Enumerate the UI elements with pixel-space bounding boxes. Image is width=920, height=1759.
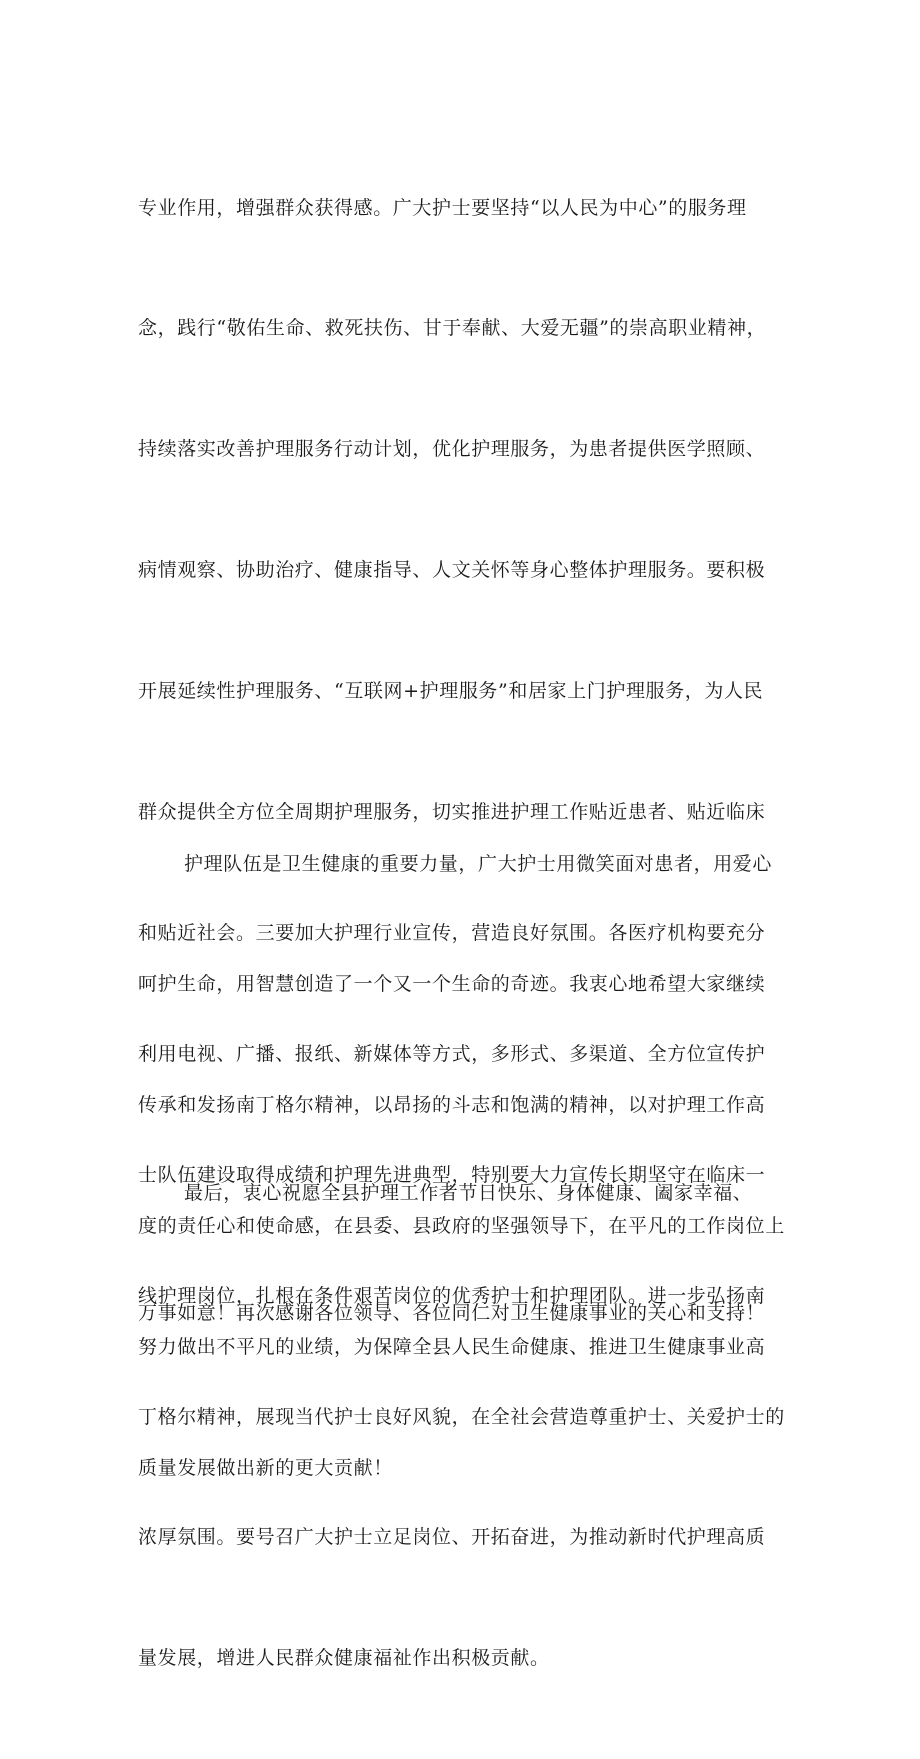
text-line: 念，践行“敬佑生命、救死扶伤、甘于奉献、大爱无疆”的崇高职业精神， [138, 317, 767, 340]
text-line: 护理队伍是卫生健康的重要力量，广大护士用微笑面对患者，用爱心 [184, 852, 773, 875]
text-line: 线护理岗位，扎根在条件艰苦岗位的优秀护士和护理团队。进一步弘扬南 [138, 1284, 766, 1307]
text-line: 度的责任心和使命感，在县委、县政府的坚强领导下，在平凡的工作岗位上 [138, 1215, 785, 1238]
text-line: 传承和发扬南丁格尔精神，以昂扬的斗志和饱满的精神，以对护理工作高 [138, 1094, 766, 1117]
text-line: 质量发展做出新的更大贡献！ [138, 1457, 393, 1480]
paragraph-3 [138, 1092, 788, 1414]
text-line: 利用电视、广播、报纸、新媒体等方式，多形式、多渠道、全方位宣传护 [138, 1042, 766, 1065]
text-line: 持续落实改善护理服务行动计划，优化护理服务，为患者提供医学照顾、 [138, 438, 766, 461]
text-line: 最后，衷心祝愿全县护理工作者节日快乐、身体健康、阖家幸福、 [184, 1181, 753, 1204]
text-line: 浓厚氛围。要号召广大护士立足岗位、开拓奋进，为推动新时代护理高质 [138, 1526, 766, 1549]
text-line: 群众提供全方位全周期护理服务，切实推进护理工作贴近患者、贴近临床 [138, 801, 766, 824]
text-line: 量发展，增进人民群众健康福祉作出积极贡献。 [138, 1647, 550, 1670]
text-line: 努力做出不平凡的业绩，为保障全县人民生命健康、推进卫生健康事业高 [138, 1336, 766, 1359]
text-line: 和贴近社会。三要加大护理行业宣传，营造良好氛围。各医疗机构要充分 [138, 921, 766, 944]
text-line: 病情观察、协助治疗、健康指导、人文关怀等身心整体护理服务。要积极 [138, 559, 766, 582]
text-line: 士队伍建设取得成绩和护理先进典型，特别要大力宣传长期坚守在临床一 [138, 1163, 766, 1186]
text-line: 专业作用，增强群众获得感。广大护士要坚持“以人民为中心”的服务理 [138, 196, 747, 219]
text-line: 开展延续性护理服务、“互联网+护理服务”和居家上门护理服务，为人民 [138, 680, 764, 703]
text-line: 万事如意！再次感谢各位领导、各位同仁对卫生健康事业的关心和支持！ [138, 1302, 766, 1325]
text-line: 呵护生命，用智慧创造了一个又一个生命的奇迹。我衷心地希望大家继续 [138, 973, 766, 996]
text-line: 丁格尔精神，展现当代护士良好风貌，在全社会营造尊重护士、关爱护士的 [138, 1405, 785, 1428]
